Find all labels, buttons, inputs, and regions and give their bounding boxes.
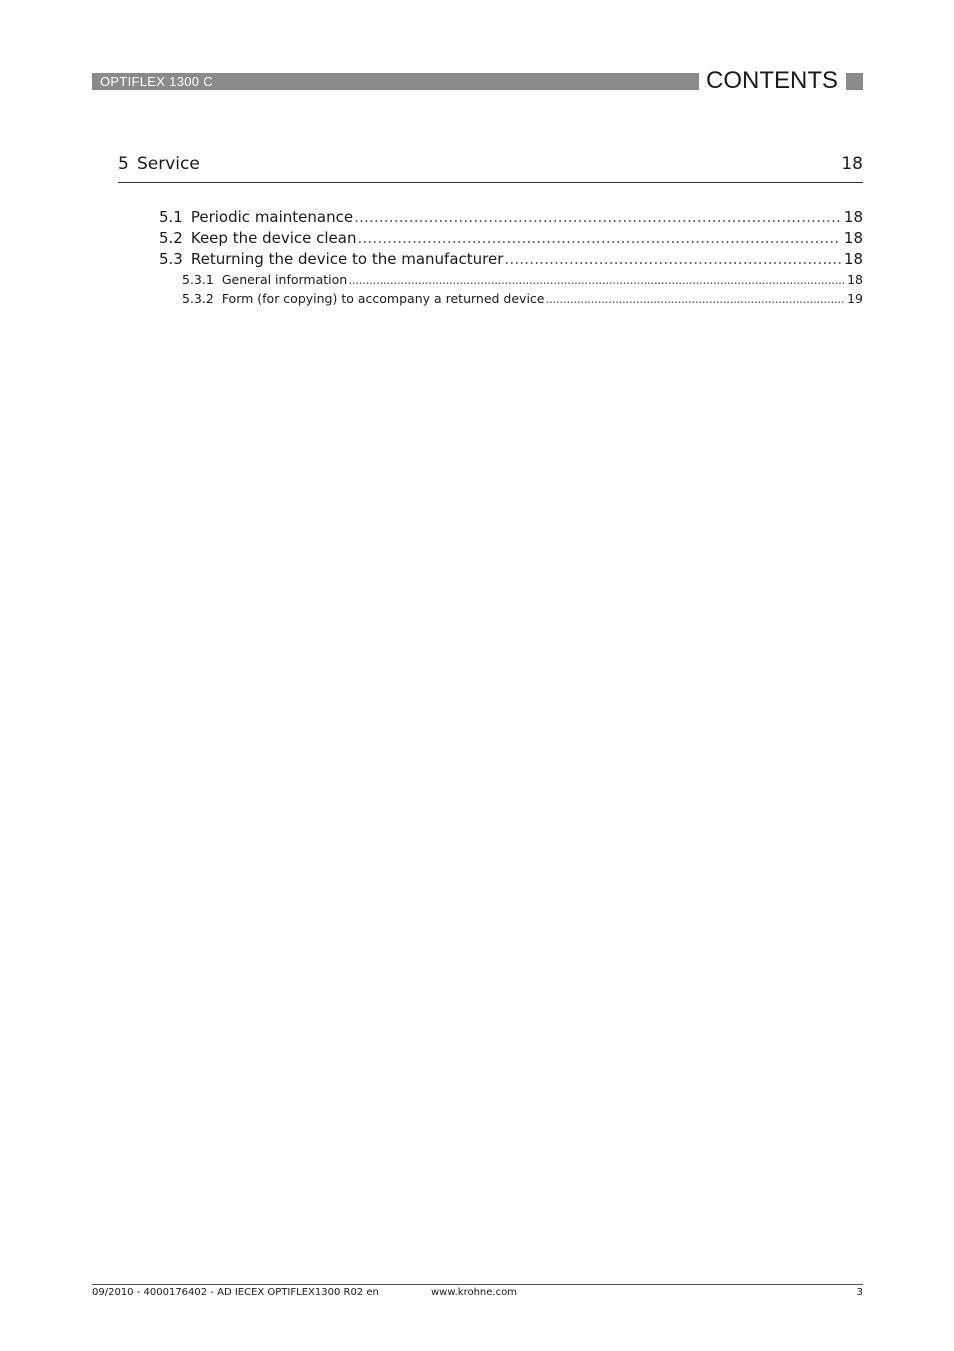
entry-page: 18 bbox=[843, 229, 863, 247]
entry-page: 19 bbox=[847, 291, 863, 306]
footer-divider bbox=[92, 1284, 863, 1285]
entry-title: Periodic maintenance bbox=[190, 208, 354, 226]
toc-entry-5-2[interactable] bbox=[159, 228, 863, 248]
dot-leader bbox=[546, 290, 845, 308]
dot-leader bbox=[357, 228, 840, 248]
entry-number: 5.1 bbox=[159, 208, 183, 226]
entry-number: 5.3.2 bbox=[182, 291, 214, 306]
footer-doc-id: 09/2010 - 4000176402 - AD IECEX OPTIFLEX1300 R02 en bbox=[92, 1287, 379, 1298]
dot-leader bbox=[354, 207, 841, 227]
dot-leader bbox=[348, 271, 844, 289]
entry-number: 5.3 bbox=[159, 250, 183, 268]
header-square bbox=[846, 73, 863, 90]
section-title: CONTENTS bbox=[706, 67, 838, 94]
footer-website[interactable]: www.krohne.com bbox=[431, 1287, 517, 1298]
entry-page: 18 bbox=[847, 272, 863, 287]
entry-title: Form (for copying) to accompany a returned device bbox=[221, 291, 545, 306]
entry-number: 5.3.1 bbox=[182, 272, 214, 287]
entry-page: 18 bbox=[843, 208, 863, 226]
chapter-number: 5 bbox=[118, 154, 129, 174]
toc-entry-5-3-1[interactable] bbox=[182, 271, 863, 289]
chapter-title: Service bbox=[137, 154, 200, 174]
toc-entry-5-3[interactable] bbox=[159, 249, 863, 269]
entry-number: 5.2 bbox=[159, 229, 183, 247]
entry-title: Returning the device to the manufacturer bbox=[190, 250, 504, 268]
chapter-page: 18 bbox=[841, 154, 863, 174]
entry-title: General information bbox=[221, 272, 348, 287]
product-name: OPTIFLEX 1300 C bbox=[100, 74, 213, 89]
footer-page-number: 3 bbox=[856, 1287, 863, 1298]
toc-entry-5-3-2[interactable] bbox=[182, 290, 863, 308]
dot-leader bbox=[504, 249, 841, 269]
entry-title: Keep the device clean bbox=[190, 229, 357, 247]
toc-entry-5-1[interactable] bbox=[159, 207, 863, 227]
chapter-heading[interactable] bbox=[118, 154, 863, 183]
entry-page: 18 bbox=[843, 250, 863, 268]
